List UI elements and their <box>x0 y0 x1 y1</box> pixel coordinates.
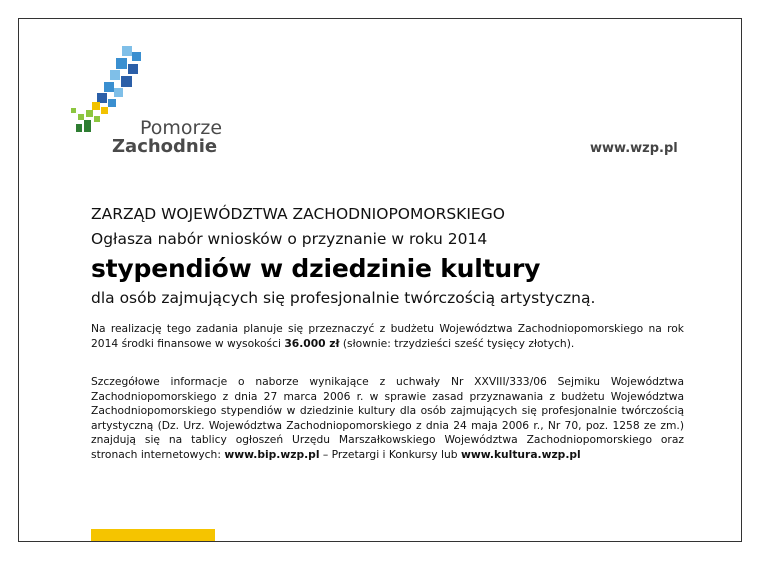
funding-paragraph <box>91 322 684 351</box>
bip-link[interactable]: www.bip.wzp.pl <box>224 447 320 461</box>
logo-line2: Zachodnie <box>112 136 218 157</box>
logo-line1: Pomorze <box>140 117 223 139</box>
accent-bar <box>91 529 215 541</box>
funding-text-after: (słownie: trzydzieści sześć tysięcy złotych). <box>339 336 575 350</box>
details-mid-text: – Przetargi i Konkursy lub <box>319 447 461 461</box>
kultura-link[interactable]: www.kultura.wzp.pl <box>460 447 581 461</box>
board-name: ZARZĄD WOJEWÓDZTWA ZACHODNIOPOMORSKIEGO <box>91 205 505 223</box>
announcement-subtitle: dla osób zajmujących się profesjonalnie twórczością artystyczną. <box>91 289 596 307</box>
funding-text-before: Na realizację tego zadania planuje się przeznaczyć z budżetu Województwa Zachodniopomorskiego na rok 2014 środki finansowe w wysokości <box>91 322 684 350</box>
details-paragraph <box>91 375 684 463</box>
site-url[interactable]: www.wzp.pl <box>590 141 678 156</box>
announcement-title: stypendiów w dziedzinie kultury <box>91 254 541 283</box>
announcement-intro: Ogłasza nabór wniosków o przyznanie w roku 2014 <box>91 230 488 248</box>
funding-amount: 36.000 zł <box>284 336 340 350</box>
details-text: Szczegółowe informacje o naborze wynikające z uchwały Nr XXVIII/333/06 Sejmiku Województwa Zachodniopomorskiego z dnia 27 marca 2006 r. w sprawie zasad przyznawania z budżetu Województwa Zachodniopomorskiego stypendiów w dziedzinie kultury dla osób zajmujących się profesjonalnie twórczością artystyczną (Dz. Urz. Województwa Zachodniopomorskiego z dnia 24 maja 2006 r., Nr 70, poz. 1258 ze zm.) znajdują się na tablicy ogłoszeń Urzędu Marszałkowskiego Województwa Zachodniopomorskiego oraz stronach internetowych: <box>91 375 684 461</box>
